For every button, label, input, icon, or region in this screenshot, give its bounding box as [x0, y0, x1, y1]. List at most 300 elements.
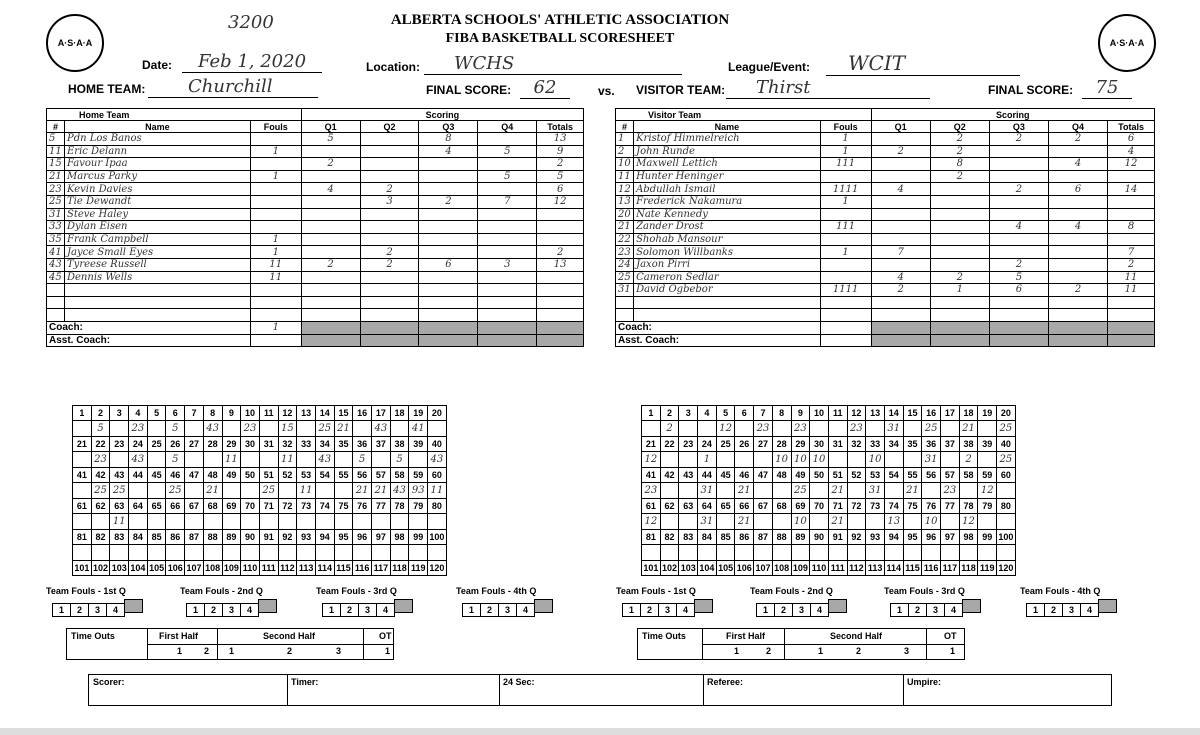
team-foul-box[interactable]: 3 [222, 603, 241, 617]
player-fouls[interactable]: 111 [820, 158, 871, 171]
player-tot[interactable] [537, 233, 584, 246]
player-q2[interactable] [360, 233, 419, 246]
coach-fouls[interactable] [820, 321, 871, 334]
player-num[interactable]: 21 [47, 170, 65, 183]
running-mark[interactable]: 10 [772, 452, 791, 468]
running-mark[interactable]: 5 [91, 421, 110, 437]
running-mark[interactable]: 43 [203, 421, 222, 437]
running-mark[interactable]: 23 [241, 421, 260, 437]
player-fouls[interactable] [250, 158, 301, 171]
running-mark[interactable] [315, 483, 334, 499]
player-q1[interactable]: 4 [871, 271, 930, 284]
league-value[interactable]: WCIT [826, 51, 1020, 76]
timeout-box[interactable]: 3 [336, 646, 342, 656]
player-q2[interactable] [360, 158, 419, 171]
player-q2[interactable]: 2 [930, 170, 989, 183]
player-name[interactable]: Steve Haley [65, 208, 251, 221]
player-tot[interactable] [537, 296, 584, 309]
player-q2[interactable] [930, 183, 989, 196]
player-q1[interactable] [871, 133, 930, 146]
running-mark[interactable] [147, 483, 166, 499]
player-q4[interactable] [478, 296, 537, 309]
player-q3[interactable]: 2 [989, 258, 1048, 271]
running-mark[interactable] [110, 545, 129, 561]
player-q3[interactable]: 8 [419, 133, 478, 146]
timeout-box[interactable]: 1 [950, 646, 956, 656]
player-q3[interactable] [419, 309, 478, 322]
player-fouls[interactable] [820, 309, 871, 322]
running-mark[interactable]: 5 [166, 452, 185, 468]
player-fouls[interactable]: 11 [250, 271, 301, 284]
player-q4[interactable] [478, 133, 537, 146]
player-name[interactable]: Kristof Himmelreich [634, 133, 821, 146]
player-tot[interactable]: 11 [1108, 284, 1155, 297]
player-num[interactable]: 35 [47, 233, 65, 246]
running-mark[interactable] [409, 545, 428, 561]
team-foul-box[interactable]: 3 [88, 603, 107, 617]
running-mark[interactable]: 11 [278, 452, 297, 468]
player-q4[interactable] [1048, 208, 1107, 221]
player-q1[interactable] [301, 145, 360, 158]
running-mark[interactable]: 43 [372, 421, 391, 437]
player-fouls[interactable]: 1 [820, 133, 871, 146]
running-mark[interactable]: 21 [353, 483, 372, 499]
player-q2[interactable] [360, 284, 419, 297]
running-mark[interactable] [941, 545, 960, 561]
player-q3[interactable] [419, 183, 478, 196]
running-mark[interactable] [660, 483, 679, 499]
player-num[interactable] [47, 296, 65, 309]
player-fouls[interactable]: 1 [820, 145, 871, 158]
player-num[interactable]: 25 [616, 271, 634, 284]
player-q3[interactable] [419, 271, 478, 284]
team-foul-box[interactable]: 4 [944, 603, 963, 617]
running-mark[interactable] [353, 514, 372, 530]
running-mark[interactable] [372, 545, 391, 561]
player-q2[interactable] [360, 221, 419, 234]
player-tot[interactable]: 12 [1108, 158, 1155, 171]
player-tot[interactable]: 2 [537, 158, 584, 171]
player-q3[interactable]: 2 [419, 195, 478, 208]
player-tot[interactable] [537, 309, 584, 322]
running-mark[interactable] [203, 545, 222, 561]
running-mark[interactable] [660, 545, 679, 561]
player-q3[interactable] [989, 233, 1048, 246]
running-mark[interactable] [941, 514, 960, 530]
player-num[interactable]: 43 [47, 258, 65, 271]
team-foul-box[interactable]: 2 [908, 603, 927, 617]
running-mark[interactable] [91, 514, 110, 530]
running-mark[interactable] [735, 452, 754, 468]
timeout-box[interactable]: 2 [204, 646, 210, 656]
team-foul-box[interactable]: 1 [756, 603, 775, 617]
running-mark[interactable] [147, 421, 166, 437]
running-mark[interactable] [716, 483, 735, 499]
player-fouls[interactable] [820, 271, 871, 284]
running-mark[interactable]: 21 [735, 514, 754, 530]
player-q1[interactable] [301, 221, 360, 234]
running-mark[interactable]: 25 [791, 483, 810, 499]
player-name[interactable]: Marcus Parky [65, 170, 251, 183]
running-mark[interactable]: 25 [315, 421, 334, 437]
player-name[interactable]: Tie Dewandt [65, 195, 251, 208]
player-num[interactable]: 15 [47, 158, 65, 171]
running-mark[interactable]: 31 [698, 483, 717, 499]
player-fouls[interactable]: 1 [250, 233, 301, 246]
player-q4[interactable] [478, 208, 537, 221]
running-mark[interactable]: 31 [698, 514, 717, 530]
running-mark[interactable]: 23 [754, 421, 773, 437]
running-mark[interactable] [241, 545, 260, 561]
player-q1[interactable] [301, 246, 360, 259]
player-fouls[interactable] [250, 133, 301, 146]
running-mark[interactable] [679, 452, 698, 468]
running-mark[interactable] [810, 421, 829, 437]
running-mark[interactable] [110, 421, 129, 437]
running-mark[interactable]: 11 [297, 483, 316, 499]
running-mark[interactable]: 23 [129, 421, 148, 437]
player-q2[interactable] [930, 233, 989, 246]
running-mark[interactable]: 21 [828, 483, 847, 499]
team-foul-box[interactable]: 4 [240, 603, 259, 617]
player-q1[interactable] [871, 158, 930, 171]
running-mark[interactable] [828, 452, 847, 468]
player-num[interactable]: 41 [47, 246, 65, 259]
player-tot[interactable] [537, 284, 584, 297]
player-num[interactable]: 11 [47, 145, 65, 158]
running-mark[interactable]: 31 [866, 483, 885, 499]
player-tot[interactable]: 14 [1108, 183, 1155, 196]
running-mark[interactable] [203, 452, 222, 468]
player-tot[interactable]: 4 [1108, 145, 1155, 158]
player-q4[interactable]: 4 [1048, 158, 1107, 171]
player-name[interactable]: Dylan Eisen [65, 221, 251, 234]
player-num[interactable] [47, 309, 65, 322]
running-mark[interactable]: 25 [91, 483, 110, 499]
running-mark[interactable] [315, 514, 334, 530]
player-name[interactable] [65, 296, 251, 309]
player-q4[interactable] [478, 271, 537, 284]
running-mark[interactable] [73, 452, 92, 468]
running-mark[interactable] [390, 514, 409, 530]
running-mark[interactable] [353, 545, 372, 561]
running-mark[interactable]: 21 [334, 421, 353, 437]
running-mark[interactable]: 15 [278, 421, 297, 437]
coach-fouls[interactable]: 1 [250, 321, 301, 334]
home-final-score[interactable]: 62 [520, 77, 570, 99]
date-value[interactable]: Feb 1, 2020 [182, 51, 322, 73]
player-q2[interactable] [360, 133, 419, 146]
running-mark[interactable] [754, 452, 773, 468]
player-q4[interactable] [1048, 309, 1107, 322]
team-foul-box[interactable]: 1 [1026, 603, 1045, 617]
running-mark[interactable] [997, 545, 1016, 561]
team-foul-box[interactable]: 1 [186, 603, 205, 617]
player-tot[interactable]: 8 [1108, 221, 1155, 234]
player-q1[interactable] [301, 296, 360, 309]
running-mark[interactable] [884, 483, 903, 499]
player-q1[interactable] [301, 309, 360, 322]
running-mark[interactable] [642, 421, 661, 437]
player-num[interactable]: 31 [47, 208, 65, 221]
running-mark[interactable] [315, 545, 334, 561]
running-mark[interactable] [978, 514, 997, 530]
player-num[interactable]: 11 [616, 170, 634, 183]
running-mark[interactable]: 21 [828, 514, 847, 530]
player-tot[interactable]: 13 [537, 258, 584, 271]
timeout-box[interactable]: 1 [385, 646, 391, 656]
player-fouls[interactable]: 11 [250, 258, 301, 271]
player-q1[interactable] [301, 208, 360, 221]
running-mark[interactable] [259, 545, 278, 561]
running-mark[interactable] [660, 514, 679, 530]
player-q3[interactable] [419, 284, 478, 297]
running-mark[interactable] [185, 545, 204, 561]
player-fouls[interactable] [250, 195, 301, 208]
player-q3[interactable]: 4 [419, 145, 478, 158]
running-mark[interactable] [847, 483, 866, 499]
location-value[interactable]: WCHS [424, 53, 682, 75]
running-mark[interactable] [810, 545, 829, 561]
running-mark[interactable] [428, 545, 447, 561]
running-mark[interactable] [129, 483, 148, 499]
running-mark[interactable]: 43 [315, 452, 334, 468]
visitor-final-score[interactable]: 75 [1082, 77, 1132, 99]
player-q1[interactable] [871, 195, 930, 208]
player-fouls[interactable] [250, 284, 301, 297]
running-mark[interactable]: 25 [997, 452, 1016, 468]
player-fouls[interactable] [820, 208, 871, 221]
player-q3[interactable] [419, 158, 478, 171]
player-q1[interactable] [301, 233, 360, 246]
player-q2[interactable]: 2 [930, 145, 989, 158]
running-mark[interactable]: 10 [791, 452, 810, 468]
running-mark[interactable] [679, 514, 698, 530]
running-mark[interactable]: 23 [791, 421, 810, 437]
player-q4[interactable] [1048, 145, 1107, 158]
player-num[interactable]: 25 [47, 195, 65, 208]
player-fouls[interactable]: 1 [250, 145, 301, 158]
player-name[interactable]: Kevin Davies [65, 183, 251, 196]
player-q4[interactable]: 4 [1048, 221, 1107, 234]
running-mark[interactable]: 2 [660, 421, 679, 437]
running-mark[interactable]: 5 [353, 452, 372, 468]
running-mark[interactable]: 5 [166, 421, 185, 437]
running-mark[interactable]: 21 [203, 483, 222, 499]
player-q2[interactable] [360, 208, 419, 221]
running-mark[interactable] [259, 514, 278, 530]
running-mark[interactable] [222, 545, 241, 561]
running-mark[interactable]: 10 [866, 452, 885, 468]
player-num[interactable]: 1 [616, 133, 634, 146]
player-name[interactable]: Abdullah Ismail [634, 183, 821, 196]
running-mark[interactable]: 23 [941, 483, 960, 499]
player-q3[interactable] [989, 158, 1048, 171]
player-fouls[interactable] [820, 233, 871, 246]
player-fouls[interactable] [250, 296, 301, 309]
running-mark[interactable]: 25 [166, 483, 185, 499]
player-num[interactable]: 45 [47, 271, 65, 284]
team-foul-box[interactable]: 4 [516, 603, 535, 617]
team-foul-box[interactable]: 4 [376, 603, 395, 617]
running-mark[interactable]: 10 [791, 514, 810, 530]
running-mark[interactable] [903, 421, 922, 437]
player-q2[interactable]: 2 [360, 258, 419, 271]
player-q4[interactable] [478, 246, 537, 259]
running-mark[interactable] [409, 514, 428, 530]
player-fouls[interactable] [250, 183, 301, 196]
running-mark[interactable] [716, 452, 735, 468]
running-mark[interactable] [698, 421, 717, 437]
timeout-box[interactable]: 1 [177, 646, 183, 656]
player-q4[interactable]: 2 [1048, 133, 1107, 146]
player-tot[interactable] [1108, 195, 1155, 208]
player-q3[interactable] [419, 208, 478, 221]
player-name[interactable]: John Runde [634, 145, 821, 158]
running-mark[interactable] [847, 514, 866, 530]
player-fouls[interactable] [820, 258, 871, 271]
running-mark[interactable] [409, 452, 428, 468]
running-mark[interactable] [241, 483, 260, 499]
running-mark[interactable]: 12 [959, 514, 978, 530]
running-mark[interactable] [660, 452, 679, 468]
player-q3[interactable] [419, 246, 478, 259]
player-name[interactable]: Hunter Heninger [634, 170, 821, 183]
running-mark[interactable] [278, 514, 297, 530]
team-foul-box[interactable]: 3 [792, 603, 811, 617]
player-q1[interactable] [871, 233, 930, 246]
player-q1[interactable] [871, 221, 930, 234]
running-mark[interactable]: 25 [922, 421, 941, 437]
player-q1[interactable]: 4 [871, 183, 930, 196]
timeout-box[interactable]: 3 [904, 646, 910, 656]
running-mark[interactable] [73, 545, 92, 561]
player-q4[interactable] [1048, 271, 1107, 284]
player-tot[interactable]: 2 [537, 246, 584, 259]
running-mark[interactable]: 43 [428, 452, 447, 468]
player-name[interactable]: Eric Delann [65, 145, 251, 158]
running-mark[interactable]: 25 [997, 421, 1016, 437]
running-mark[interactable] [828, 421, 847, 437]
running-mark[interactable] [166, 514, 185, 530]
running-mark[interactable] [772, 483, 791, 499]
running-mark[interactable]: 5 [390, 452, 409, 468]
player-q2[interactable] [930, 258, 989, 271]
running-mark[interactable] [372, 452, 391, 468]
running-mark[interactable] [390, 545, 409, 561]
player-name[interactable]: Jaxon Pirri [634, 258, 821, 271]
running-mark[interactable] [959, 545, 978, 561]
running-mark[interactable] [735, 545, 754, 561]
running-mark[interactable] [334, 545, 353, 561]
running-mark[interactable] [716, 514, 735, 530]
player-q2[interactable] [930, 296, 989, 309]
running-mark[interactable]: 21 [735, 483, 754, 499]
player-q1[interactable] [301, 271, 360, 284]
team-foul-box[interactable]: 4 [810, 603, 829, 617]
team-foul-box[interactable]: 2 [204, 603, 223, 617]
player-q1[interactable] [301, 284, 360, 297]
running-mark[interactable] [259, 452, 278, 468]
running-mark[interactable] [166, 545, 185, 561]
running-mark[interactable]: 43 [129, 452, 148, 468]
player-q3[interactable]: 5 [989, 271, 1048, 284]
player-q2[interactable]: 3 [360, 195, 419, 208]
running-mark[interactable]: 11 [222, 452, 241, 468]
running-mark[interactable] [884, 545, 903, 561]
player-q3[interactable] [419, 170, 478, 183]
player-q4[interactable] [1048, 233, 1107, 246]
running-mark[interactable] [129, 514, 148, 530]
team-foul-box[interactable]: 2 [774, 603, 793, 617]
running-mark[interactable] [997, 483, 1016, 499]
player-q4[interactable] [478, 309, 537, 322]
player-q3[interactable] [989, 195, 1048, 208]
running-mark[interactable] [73, 514, 92, 530]
player-tot[interactable] [1108, 170, 1155, 183]
running-mark[interactable] [147, 452, 166, 468]
player-num[interactable]: 22 [616, 233, 634, 246]
player-name[interactable]: Dennis Wells [65, 271, 251, 284]
running-mark[interactable]: 43 [390, 483, 409, 499]
running-mark[interactable]: 41 [409, 421, 428, 437]
player-q3[interactable] [989, 246, 1048, 259]
player-fouls[interactable] [820, 170, 871, 183]
player-q3[interactable] [989, 170, 1048, 183]
player-num[interactable]: 2 [616, 145, 634, 158]
running-mark[interactable]: 12 [642, 514, 661, 530]
running-mark[interactable] [222, 421, 241, 437]
player-q4[interactable] [478, 183, 537, 196]
running-mark[interactable]: 31 [884, 421, 903, 437]
player-name[interactable]: Cameron Sedlar [634, 271, 821, 284]
player-q4[interactable]: 5 [478, 170, 537, 183]
player-name[interactable]: David Ogbebor [634, 284, 821, 297]
player-q4[interactable]: 2 [1048, 284, 1107, 297]
running-mark[interactable] [978, 545, 997, 561]
player-num[interactable]: 5 [47, 133, 65, 146]
running-mark[interactable] [772, 421, 791, 437]
running-mark[interactable] [297, 514, 316, 530]
player-q1[interactable]: 5 [301, 133, 360, 146]
running-mark[interactable]: 25 [110, 483, 129, 499]
running-mark[interactable] [390, 421, 409, 437]
visitor-team-value[interactable]: Thirst [726, 77, 930, 99]
player-q3[interactable]: 4 [989, 221, 1048, 234]
running-mark[interactable] [847, 545, 866, 561]
team-foul-box[interactable]: 1 [462, 603, 481, 617]
running-mark[interactable]: 13 [884, 514, 903, 530]
running-mark[interactable]: 10 [922, 514, 941, 530]
running-mark[interactable] [941, 421, 960, 437]
player-q3[interactable] [419, 221, 478, 234]
player-name[interactable]: Favour Ipaa [65, 158, 251, 171]
running-mark[interactable] [997, 514, 1016, 530]
running-mark[interactable] [428, 514, 447, 530]
running-mark[interactable] [185, 483, 204, 499]
player-q1[interactable]: 2 [871, 145, 930, 158]
timeout-box[interactable]: 1 [734, 646, 740, 656]
player-q2[interactable] [360, 170, 419, 183]
running-mark[interactable] [922, 483, 941, 499]
running-mark[interactable] [922, 545, 941, 561]
running-mark[interactable] [222, 514, 241, 530]
player-name[interactable] [634, 296, 821, 309]
player-tot[interactable] [1108, 208, 1155, 221]
running-mark[interactable] [185, 421, 204, 437]
running-mark[interactable] [716, 545, 735, 561]
running-mark[interactable] [372, 514, 391, 530]
